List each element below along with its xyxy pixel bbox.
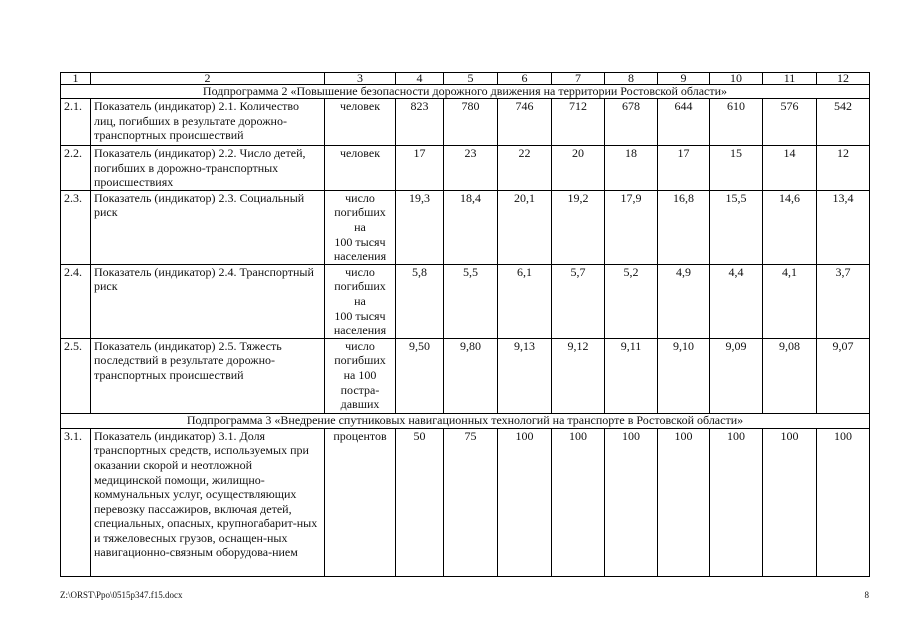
table-body [61,85,870,577]
column-header: 6 [498,73,552,85]
value-cell: 576 [763,99,817,146]
value-cell: 20,1 [498,190,552,264]
value-cell: 17 [658,146,710,191]
value-cell: 644 [658,99,710,146]
value-cell: 4,1 [763,264,817,338]
value-cell: 9,80 [444,338,498,413]
value-cell: 4,4 [710,264,763,338]
value-cell: 3,7 [817,264,870,338]
value-cell: 9,09 [710,338,763,413]
value-cell: 100 [658,428,710,576]
unit-of-measure: число погибших на 100 постра-давших [325,338,396,413]
value-cell: 100 [605,428,658,576]
indicator-name: Показатель (индикатор) 3.1. Доля транспортных средств, используемых при оказании скорой и неотложной медицинской помощи, жилищно-коммунальных услуг, осуществляющих перевозку пассажиров, включая детей, специальных, опасных, крупногабарит-ных и тяжеловесных грузов, оснащен-ных навигационно-связным оборудова-нием [91,428,325,576]
value-cell: 20 [552,146,605,191]
value-cell: 780 [444,99,498,146]
table-row [61,264,870,338]
subprogram-row [61,85,870,99]
subprogram-title: Подпрограмма 2 «Повышение безопасности дорожного движения на территории Ростовской области» [61,85,870,99]
value-cell: 100 [817,428,870,576]
column-header: 3 [325,73,396,85]
value-cell: 9,10 [658,338,710,413]
value-cell: 542 [817,99,870,146]
unit-of-measure: человек [325,99,396,146]
value-cell: 12 [817,146,870,191]
value-cell: 17 [396,146,444,191]
unit-of-measure: человек [325,146,396,191]
column-header: 5 [444,73,498,85]
table-header [61,73,870,85]
indicator-name: Показатель (индикатор) 2.3. Социальный риск [91,190,325,264]
row-number: 2.3. [61,190,91,264]
value-cell: 13,4 [817,190,870,264]
column-header: 11 [763,73,817,85]
row-number: 2.5. [61,338,91,413]
row-number: 3.1. [61,428,91,576]
row-number: 2.2. [61,146,91,191]
value-cell: 17,9 [605,190,658,264]
indicators-table [60,72,870,577]
value-cell: 18 [605,146,658,191]
unit-of-measure: процентов [325,428,396,576]
value-cell: 9,11 [605,338,658,413]
value-cell: 100 [552,428,605,576]
value-cell: 9,50 [396,338,444,413]
unit-of-measure: число погибших на 100 тысяч населения [325,190,396,264]
value-cell: 15 [710,146,763,191]
column-header: 7 [552,73,605,85]
value-cell: 50 [396,428,444,576]
subprogram-row [61,413,870,428]
indicator-name: Показатель (индикатор) 2.1. Количество лиц, погибших в результате дорожно-транспортных происшествий [91,99,325,146]
header-row [61,73,870,85]
value-cell: 19,2 [552,190,605,264]
unit-of-measure: число погибших на 100 тысяч населения [325,264,396,338]
footer-file-path: Z:\ORST\Ppo\0515p347.f15.docx [60,590,183,600]
value-cell: 5,7 [552,264,605,338]
table-row [61,190,870,264]
table-row [61,146,870,191]
value-cell: 5,5 [444,264,498,338]
value-cell: 19,3 [396,190,444,264]
value-cell: 823 [396,99,444,146]
table-row [61,428,870,576]
value-cell: 22 [498,146,552,191]
indicator-name: Показатель (индикатор) 2.4. Транспортный риск [91,264,325,338]
value-cell: 712 [552,99,605,146]
indicator-name: Показатель (индикатор) 2.2. Число детей, погибших в дорожно-транспортных происшествиях [91,146,325,191]
value-cell: 23 [444,146,498,191]
column-header: 9 [658,73,710,85]
value-cell: 15,5 [710,190,763,264]
column-header: 10 [710,73,763,85]
indicator-name: Показатель (индикатор) 2.5. Тяжесть последствий в результате дорожно-транспортных происшествий [91,338,325,413]
table-row [61,338,870,413]
value-cell: 5,2 [605,264,658,338]
column-header: 2 [91,73,325,85]
value-cell: 610 [710,99,763,146]
value-cell: 9,12 [552,338,605,413]
table-row [61,99,870,146]
column-header: 1 [61,73,91,85]
value-cell: 100 [763,428,817,576]
value-cell: 678 [605,99,658,146]
footer-page-number: 8 [864,590,869,600]
value-cell: 100 [498,428,552,576]
row-number: 2.4. [61,264,91,338]
value-cell: 9,13 [498,338,552,413]
subprogram-title: Подпрограмма 3 «Внедрение спутниковых навигационных технологий на транспорте в Ростовской области» [61,413,870,428]
column-header: 8 [605,73,658,85]
value-cell: 4,9 [658,264,710,338]
value-cell: 5,8 [396,264,444,338]
row-number: 2.1. [61,99,91,146]
value-cell: 6,1 [498,264,552,338]
value-cell: 14 [763,146,817,191]
value-cell: 18,4 [444,190,498,264]
value-cell: 16,8 [658,190,710,264]
value-cell: 75 [444,428,498,576]
value-cell: 14,6 [763,190,817,264]
value-cell: 9,08 [763,338,817,413]
value-cell: 100 [710,428,763,576]
value-cell: 9,07 [817,338,870,413]
column-header: 4 [396,73,444,85]
column-header: 12 [817,73,870,85]
value-cell: 746 [498,99,552,146]
